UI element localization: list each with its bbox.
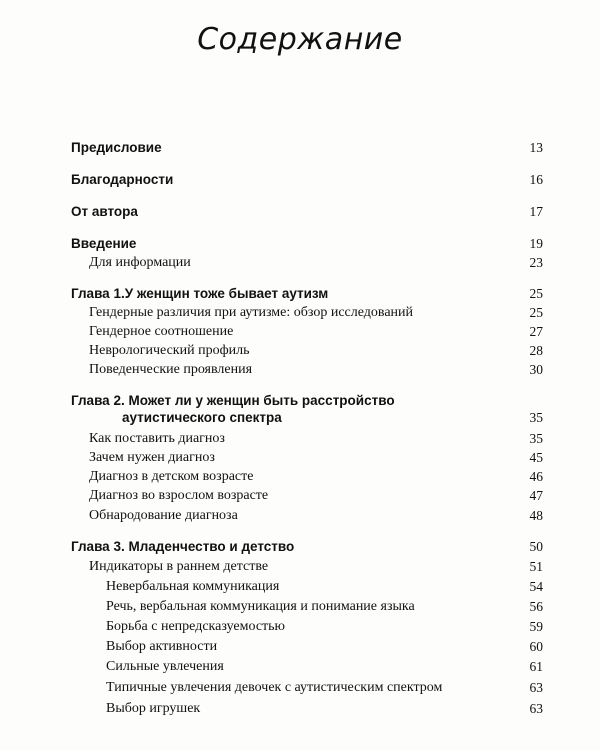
toc-section-title: Индикаторы в раннем детстве [89,559,269,574]
toc-section-title: Выбор игрушек [106,701,201,716]
toc-section-title: Диагноз в детском возрасте [89,469,254,484]
toc-page-number: 45 [529,450,543,465]
toc-section-title: Гендерное соотношение [89,324,234,339]
page-title: Содержание [197,22,403,57]
toc-section-title: Неврологический профиль [89,343,250,358]
toc-section-title: Невербальная коммуникация [106,579,280,594]
toc-page-number: 59 [529,619,543,634]
toc-section-title: Для информации [89,255,191,270]
toc-page-number: 27 [529,324,543,339]
toc-page-number: 25 [529,305,543,320]
toc-page-number: 17 [529,204,543,219]
toc-section-title: Обнародование диагноза [89,508,238,523]
toc-page-number: 54 [529,579,543,594]
toc-section-title: Поведенческие проявления [89,362,253,377]
toc-section-title: Диагноз во взрослом возрасте [89,488,269,503]
toc-page-number: 60 [529,639,543,654]
toc-page-number: 16 [529,172,543,187]
toc-page-number: 48 [529,508,543,523]
toc-page-number: 63 [529,680,543,695]
toc-chapter-title: Благодарности [71,172,174,187]
toc-page-number: 46 [529,469,543,484]
toc-page-number: 51 [529,559,543,574]
toc-chapter-title: Введение [71,236,137,251]
toc-section-title: аутистического спектра [122,410,282,425]
toc-section-title: Зачем нужен диагноз [89,450,215,465]
toc-section-title: Борьба с непредсказуемостью [106,619,285,634]
toc-page-number: 61 [529,659,543,674]
toc-section-title: Как поставить диагноз [89,431,225,446]
toc-page-number: 13 [529,140,543,155]
toc-section-title: Сильные увлечения [106,659,224,674]
toc-page-number: 30 [529,362,543,377]
toc-page-number: 56 [529,599,543,614]
toc-section-title: Выбор активности [106,639,218,654]
toc-page-number: 19 [529,236,543,251]
toc-page-number: 63 [529,701,543,716]
toc-page-number: 25 [529,286,543,301]
toc-chapter-title: Глава 1.У женщин тоже бывает аутизм [71,286,329,301]
toc-page-number: 35 [529,410,543,425]
toc-page-number: 28 [529,343,543,358]
toc-chapter-title: Глава 2. Может ли у женщин быть расстройство [71,393,395,408]
toc-chapter-title: Глава 3. Младенчество и детство [71,539,295,554]
toc-page-number: 35 [529,431,543,446]
toc-section-title: Типичные увлечения девочек с аутистическим спектром [106,680,443,695]
toc-chapter-title: Предисловие [71,140,162,155]
toc-chapter-title: От автора [71,204,138,219]
toc-page-number: 47 [529,488,543,503]
toc-section-title: Речь, вербальная коммуникация и понимание языка [106,599,415,614]
toc-page-number: 50 [529,539,543,554]
toc-section-title: Гендерные различия при аутизме: обзор исследований [89,305,414,320]
toc-page-number: 23 [529,255,543,270]
